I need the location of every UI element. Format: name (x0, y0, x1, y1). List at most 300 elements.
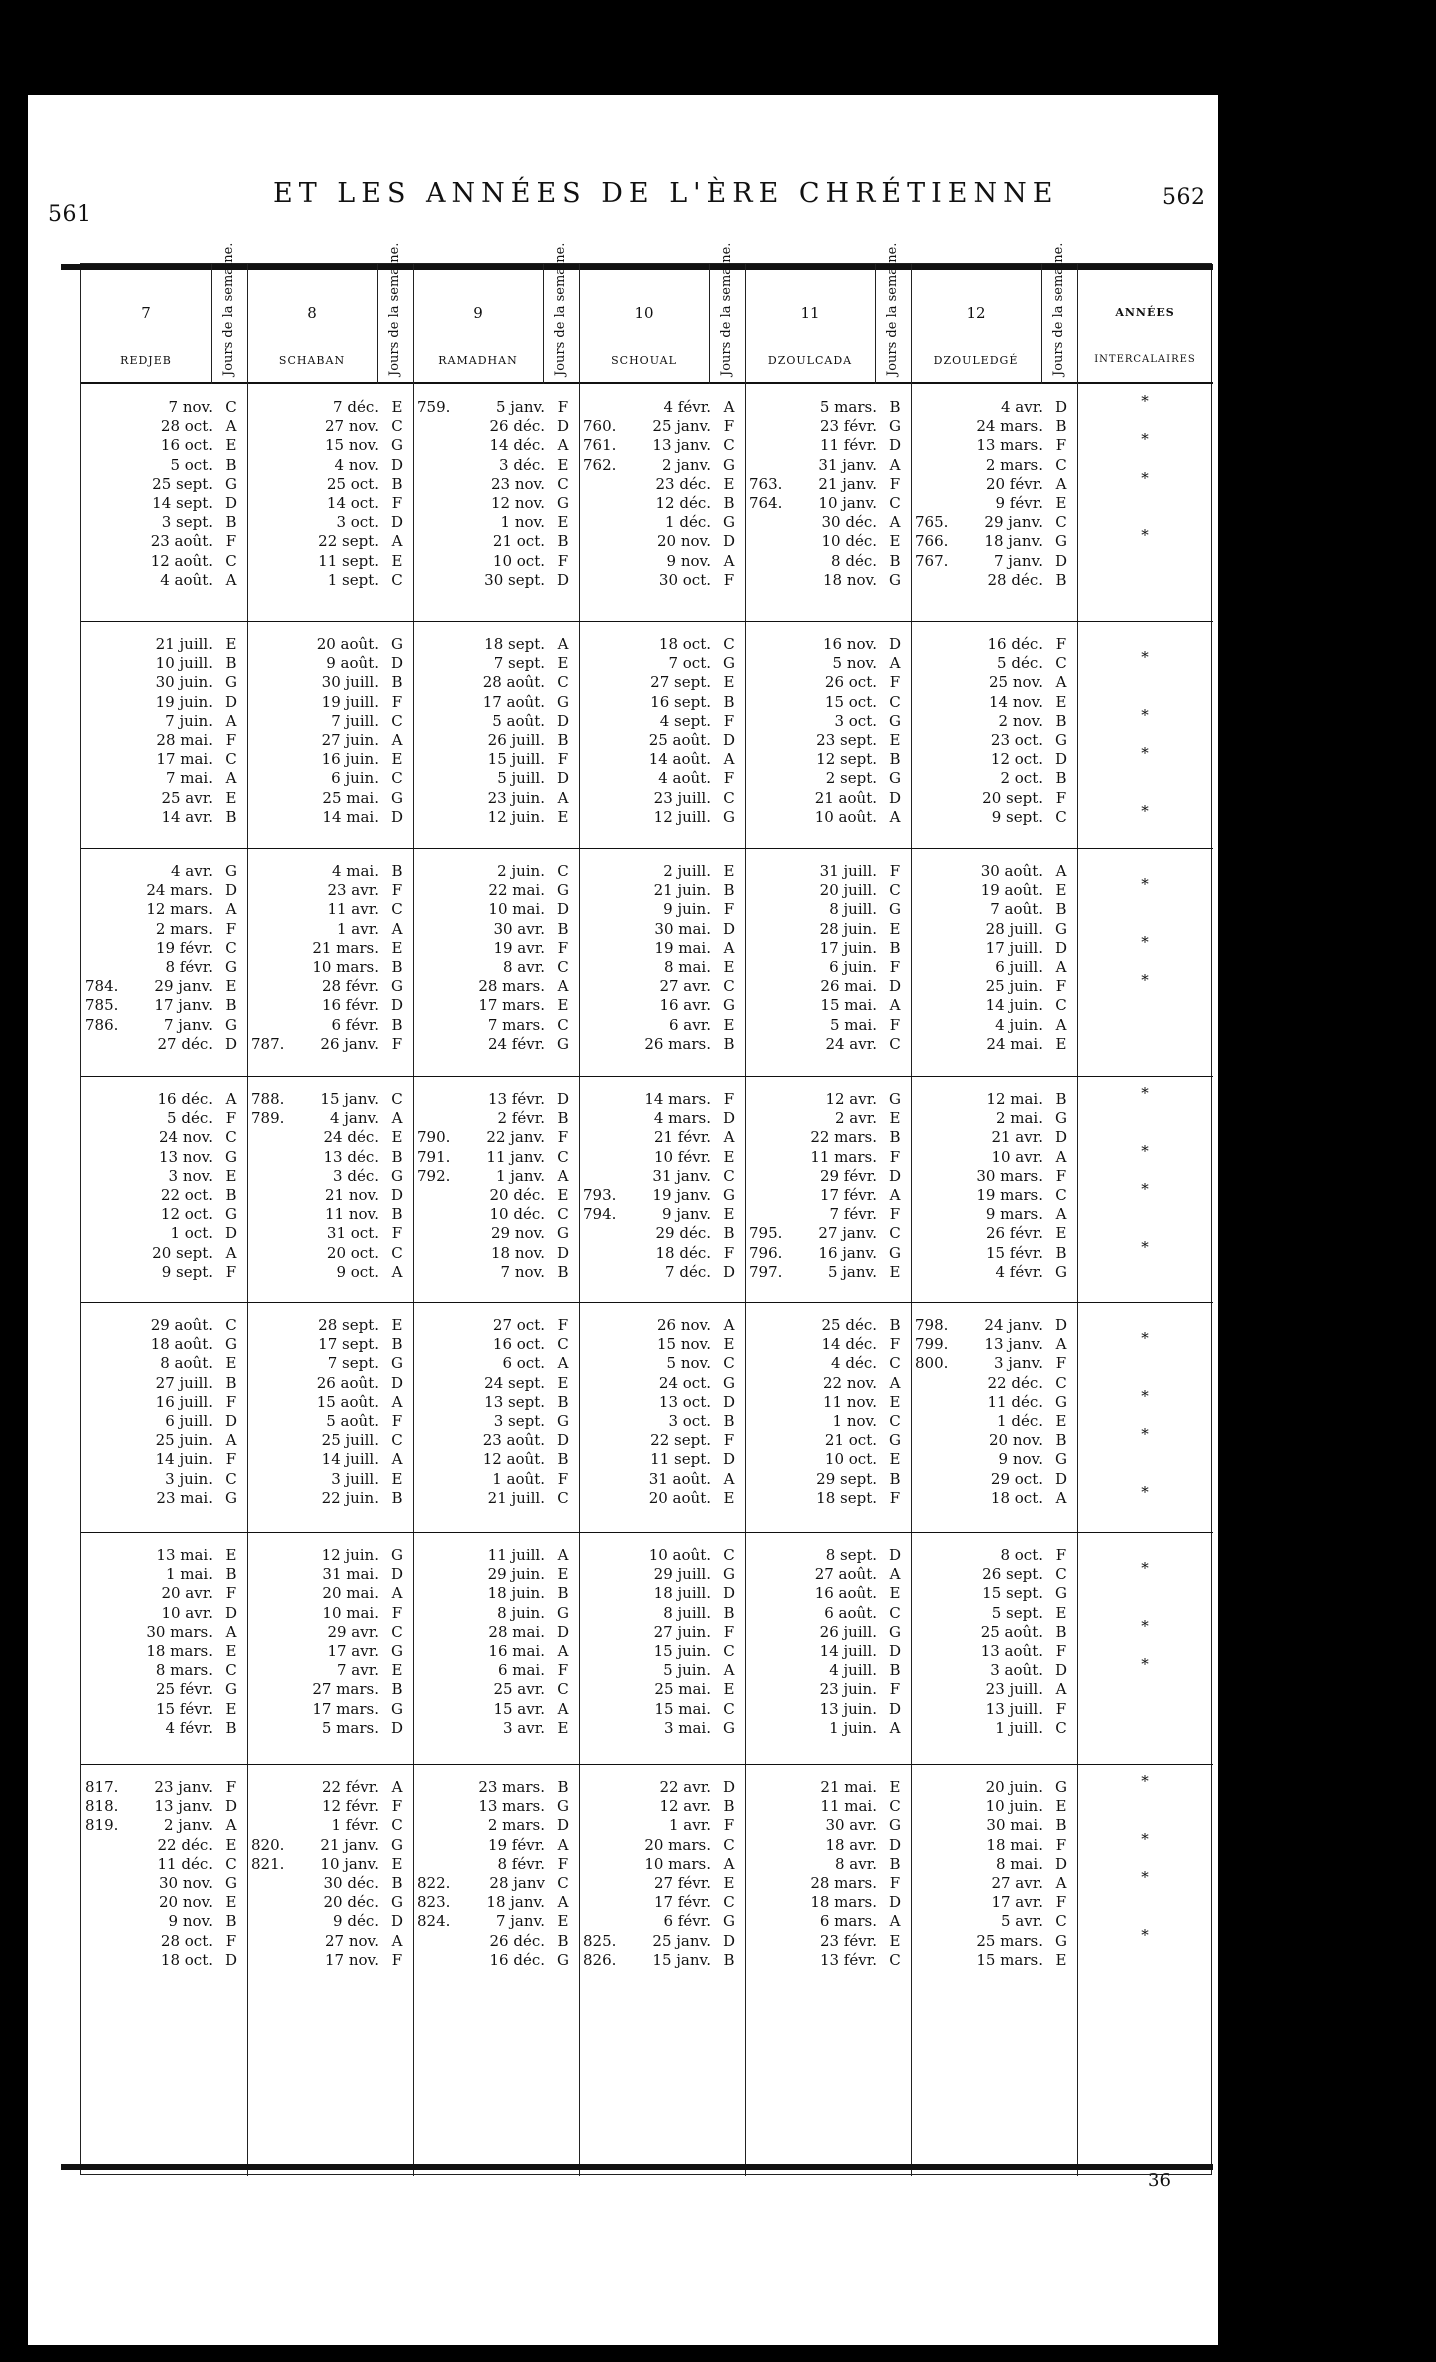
weekday-letter: D (224, 1603, 238, 1622)
date-cell (417, 1090, 575, 1108)
weekday-letter: E (889, 1450, 901, 1469)
weekday-letter: E (391, 1316, 403, 1334)
gregorian-date: 29 févr. (819, 1166, 877, 1185)
gregorian-date: 13 janv. (652, 436, 711, 455)
date-cell (85, 1186, 243, 1204)
weekday-letter: A (1055, 958, 1067, 976)
gregorian-date: 2 juin. (497, 862, 545, 880)
weekday-letter: A (391, 1109, 403, 1128)
date-cell (749, 789, 907, 807)
date-cell (583, 456, 741, 474)
date-cell (749, 1836, 907, 1854)
weekday-letter: A (225, 769, 237, 788)
weekday-letter: C (557, 1874, 569, 1892)
date-cell (749, 1893, 907, 1911)
gregorian-date: 23 nov. (490, 474, 545, 493)
month-number: 8 (307, 304, 317, 322)
weekday-letter: D (888, 1893, 902, 1912)
weekday-letter: E (557, 1912, 569, 1931)
weekday-letter: G (391, 436, 403, 455)
weekday-letter: A (1055, 474, 1067, 493)
weekday-letter: D (888, 436, 902, 455)
weekday-letter: C (557, 1680, 569, 1699)
date-cell (749, 1128, 907, 1146)
date-cell (251, 1604, 409, 1622)
weekday-letter: D (722, 1450, 736, 1469)
date-cell (417, 398, 575, 416)
date-cell (85, 1778, 243, 1796)
date-cell (417, 475, 575, 493)
date-cell (915, 1778, 1073, 1796)
gregorian-date: 1 déc. (997, 1412, 1043, 1430)
date-cell (251, 673, 409, 691)
date-cell (583, 881, 741, 899)
gregorian-date: 30 mai. (654, 919, 711, 938)
weekday-letter: D (556, 1816, 570, 1835)
gregorian-date: 5 mars. (819, 398, 877, 416)
weekday-letter: G (557, 1950, 569, 1969)
date-cell (583, 1874, 741, 1892)
month-name: SCHABAN (278, 354, 346, 367)
gregorian-date: 27 janv. (818, 1224, 877, 1243)
date-cell (251, 1148, 409, 1166)
date-cell (749, 654, 907, 672)
date-cell (915, 1374, 1073, 1392)
weekday-letter: D (224, 1950, 238, 1969)
date-cell (417, 1489, 575, 1507)
gregorian-date: 31 août. (648, 1469, 711, 1488)
date-cell (85, 731, 243, 749)
date-cell (915, 456, 1073, 474)
date-cell (251, 1584, 409, 1602)
weekday-letter: D (1054, 1128, 1068, 1147)
weekday-letter: F (889, 1015, 901, 1034)
date-cell (915, 1893, 1073, 1911)
date-cell (85, 1393, 243, 1411)
date-cell (915, 1719, 1073, 1737)
gregorian-date: 10 mars. (644, 1854, 711, 1873)
date-cell (583, 1797, 741, 1815)
date-cell (915, 920, 1073, 938)
date-cell (85, 1893, 243, 1911)
gregorian-date: 10 avr. (991, 1147, 1043, 1166)
gregorian-date: 21 juill. (155, 635, 213, 653)
date-cell (251, 436, 409, 454)
column-separator (413, 264, 414, 2176)
date-cell (583, 673, 741, 691)
date-cell (915, 1148, 1073, 1166)
gregorian-date: 22 sept. (650, 1431, 711, 1450)
weekday-letter: E (225, 635, 237, 653)
weekday-letter: G (391, 977, 403, 996)
gregorian-date: 3 janv. (993, 1354, 1043, 1373)
gregorian-date: 23 juill. (985, 1680, 1043, 1699)
gregorian-date: 28 juin. (819, 919, 877, 938)
date-cell (915, 1661, 1073, 1679)
hegira-year: 764. (749, 494, 783, 512)
weekday-letter: D (1054, 398, 1068, 416)
gregorian-date: 27 nov. (324, 1931, 379, 1950)
date-cell (251, 1855, 409, 1873)
date-cell (251, 1186, 409, 1204)
date-cell (749, 1680, 907, 1698)
gregorian-date: 18 mars. (146, 1642, 213, 1660)
gregorian-date: 12 juin. (321, 1546, 379, 1564)
weekday-letter: E (1055, 1797, 1067, 1816)
weekday-letter: E (723, 673, 735, 692)
gregorian-date: 5 juill. (497, 769, 545, 788)
weekday-letter: G (723, 1373, 735, 1392)
weekday-letter: E (723, 1488, 735, 1507)
date-cell (749, 1354, 907, 1372)
date-cell (915, 1335, 1073, 1353)
gregorian-date: 13 févr. (487, 1090, 545, 1108)
weekday-letter: G (723, 1718, 735, 1737)
column-separator (745, 264, 746, 2176)
gregorian-date: 11 nov. (822, 1392, 877, 1411)
gregorian-date: 20 nov. (656, 532, 711, 551)
gregorian-date: 17 mai. (156, 750, 213, 769)
date-cell (749, 532, 907, 550)
date-cell (85, 532, 243, 550)
weekday-letter: E (723, 1147, 735, 1166)
weekday-letter: F (391, 692, 403, 711)
hegira-year: 800. (915, 1354, 949, 1373)
gregorian-date: 29 déc. (655, 1224, 711, 1243)
date-cell (251, 1912, 409, 1930)
gregorian-date: 1 janv. (495, 1166, 545, 1185)
gregorian-date: 12 oct. (160, 1205, 213, 1224)
gregorian-date: 20 mars. (644, 1835, 711, 1854)
date-cell (417, 939, 575, 957)
date-cell (583, 1623, 741, 1641)
column-separator (579, 264, 580, 2176)
weekday-letter: G (889, 1816, 901, 1835)
gregorian-date: 4 avr. (170, 862, 213, 880)
gregorian-date: 8 mai. (995, 1854, 1043, 1873)
date-cell (251, 1700, 409, 1718)
weekday-letter: C (557, 862, 569, 880)
date-cell (749, 1778, 907, 1796)
date-cell (749, 1167, 907, 1185)
date-cell (417, 958, 575, 976)
weekday-letter: C (723, 1546, 735, 1564)
gregorian-date: 23 août. (150, 532, 213, 551)
date-cell (915, 1205, 1073, 1223)
date-cell (583, 1546, 741, 1564)
gregorian-date: 19 mai. (654, 938, 711, 957)
gregorian-date: 30 avr. (493, 919, 545, 938)
weekday-letter: F (225, 532, 237, 551)
weekday-letter: D (722, 919, 736, 938)
date-cell (251, 789, 409, 807)
weekday-letter: E (889, 1778, 901, 1796)
weekday-letter: A (391, 1584, 403, 1603)
date-cell (251, 654, 409, 672)
date-cell (583, 1412, 741, 1430)
date-cell (749, 769, 907, 787)
gregorian-date: 7 févr. (829, 1205, 877, 1224)
weekday-letter: C (889, 692, 901, 711)
date-cell (915, 1604, 1073, 1622)
gregorian-date: 10 févr. (653, 1147, 711, 1166)
gregorian-date: 21 nov. (324, 1186, 379, 1204)
weekday-letter: E (889, 919, 901, 938)
weekday-letter: A (557, 1354, 569, 1373)
gregorian-date: 14 nov. (988, 692, 1043, 711)
weekday-letter: A (391, 731, 403, 749)
gregorian-date: 18 nov. (490, 1243, 545, 1262)
weekday-letter: B (225, 996, 237, 1015)
intercalary-mark: * (1141, 1237, 1149, 1256)
weekday-letter: C (723, 788, 735, 807)
weekday-letter: G (225, 958, 237, 976)
date-cell (85, 1431, 243, 1449)
gregorian-date: 8 sept. (825, 1546, 877, 1564)
month-number: 7 (141, 304, 151, 322)
date-cell (85, 900, 243, 918)
date-cell (417, 1932, 575, 1950)
gregorian-date: 3 juin. (165, 1469, 213, 1488)
date-cell (251, 1932, 409, 1950)
gregorian-date: 16 févr. (321, 996, 379, 1015)
date-cell (583, 900, 741, 918)
date-cell (251, 456, 409, 474)
weekday-letter: A (723, 1469, 735, 1488)
gregorian-date: 14 mars. (644, 1090, 711, 1108)
date-cell (583, 1719, 741, 1737)
weekday-letter: F (723, 570, 735, 589)
gregorian-date: 11 sept. (318, 551, 379, 570)
gregorian-date: 6 mars. (819, 1912, 877, 1931)
intercalary-mark: * (1141, 1829, 1149, 1848)
weekday-letter: D (390, 1565, 404, 1584)
date-cell (583, 1680, 741, 1698)
gregorian-date: 2 janv. (661, 455, 711, 474)
gregorian-date: 3 oct. (336, 513, 379, 532)
weekday-letter: A (889, 1912, 901, 1931)
weekday-letter: C (889, 1412, 901, 1430)
gregorian-date: 28 janv (489, 1874, 545, 1892)
date-cell (251, 693, 409, 711)
date-cell (583, 808, 741, 826)
weekday-letter: B (391, 474, 403, 493)
gregorian-date: 12 déc. (655, 494, 711, 512)
gregorian-date: 1 avr. (668, 1816, 711, 1835)
gregorian-date: 24 déc. (323, 1128, 379, 1147)
weekday-letter: D (390, 455, 404, 474)
weekday-letter: B (723, 1603, 735, 1622)
gregorian-date: 1 déc. (665, 513, 711, 532)
weekday-letter: F (723, 417, 735, 436)
date-cell (417, 731, 575, 749)
gregorian-date: 6 oct. (502, 1354, 545, 1373)
date-cell (417, 1584, 575, 1602)
date-cell (749, 1912, 907, 1930)
weekday-letter: A (723, 938, 735, 957)
gregorian-date: 19 janv. (652, 1186, 711, 1204)
gregorian-date: 30 juill. (321, 673, 379, 692)
weekday-letter: G (391, 635, 403, 653)
weekday-letter: G (391, 1354, 403, 1373)
hegira-year: 789. (251, 1109, 285, 1128)
date-cell (749, 1797, 907, 1815)
gregorian-date: 28 oct. (160, 417, 213, 436)
date-cell (251, 494, 409, 512)
gregorian-date: 25 juin. (155, 1431, 213, 1450)
gregorian-date: 30 oct. (658, 570, 711, 589)
gregorian-date: 22 oct. (160, 1186, 213, 1204)
date-cell (85, 1167, 243, 1185)
day-subcolumn-separator (709, 264, 710, 384)
weekday-letter: E (723, 1015, 735, 1034)
date-cell (749, 900, 907, 918)
date-cell (915, 1642, 1073, 1660)
weekday-letter: B (557, 1778, 569, 1796)
gregorian-date: 31 janv. (818, 455, 877, 474)
hegira-year: 796. (749, 1243, 783, 1262)
weekday-letter: B (225, 807, 237, 826)
weekday-letter: B (723, 494, 735, 512)
weekday-letter: G (391, 1546, 403, 1564)
weekday-letter: C (889, 881, 901, 900)
date-cell (85, 750, 243, 768)
gregorian-date: 14 sept. (152, 494, 213, 512)
weekday-letter: F (225, 1392, 237, 1411)
date-cell (251, 1244, 409, 1262)
weekday-letter: A (723, 1128, 735, 1147)
gregorian-date: 27 juill. (155, 1373, 213, 1392)
hegira-year: 786. (85, 1015, 119, 1034)
gregorian-date: 30 mars. (976, 1166, 1043, 1185)
gregorian-date: 15 févr. (155, 1699, 213, 1718)
date-cell (583, 996, 741, 1014)
gregorian-date: 8 avr. (502, 958, 545, 976)
gregorian-date: 7 mai. (165, 769, 213, 788)
date-cell (915, 1470, 1073, 1488)
date-cell (583, 1584, 741, 1602)
gregorian-date: 30 avr. (825, 1816, 877, 1835)
date-cell (915, 731, 1073, 749)
date-cell (749, 673, 907, 691)
weekday-letter: C (1055, 513, 1067, 532)
date-cell (915, 977, 1073, 995)
hegira-year: 822. (417, 1874, 451, 1892)
gregorian-date: 7 mars. (487, 1015, 545, 1034)
date-cell (915, 1565, 1073, 1583)
gregorian-date: 9 déc. (333, 1912, 379, 1931)
date-cell (251, 881, 409, 899)
weekday-letter: A (889, 1373, 901, 1392)
gregorian-date: 29 janv. (984, 513, 1043, 532)
gregorian-date: 5 déc. (997, 654, 1043, 673)
gregorian-date: 19 juill. (321, 692, 379, 711)
gregorian-date: 18 déc. (655, 1243, 711, 1262)
gregorian-date: 29 sept. (816, 1469, 877, 1488)
hegira-year: 819. (85, 1816, 119, 1835)
weekday-letter: B (723, 692, 735, 711)
weekday-letter: E (391, 750, 403, 769)
gregorian-date: 3 oct. (668, 1412, 711, 1430)
date-cell (583, 475, 741, 493)
intercalary-mark: * (1141, 971, 1149, 990)
weekday-letter: E (889, 1262, 901, 1281)
gregorian-date: 18 sept. (816, 1488, 877, 1507)
gregorian-date: 22 nov. (822, 1373, 877, 1392)
date-cell (583, 862, 741, 880)
date-cell (251, 1335, 409, 1353)
gregorian-date: 6 avr. (668, 1015, 711, 1034)
gregorian-date: 5 août. (326, 1412, 379, 1430)
gregorian-date: 18 oct. (160, 1950, 213, 1969)
gregorian-date: 5 juin. (663, 1661, 711, 1680)
weekday-letter: D (1054, 1469, 1068, 1488)
gregorian-date: 21 août. (814, 788, 877, 807)
gregorian-date: 4 août. (658, 769, 711, 788)
weekday-letter: E (225, 1893, 237, 1912)
date-cell (749, 1642, 907, 1660)
weekday-letter: G (889, 1431, 901, 1450)
gregorian-date: 11 févr. (819, 436, 877, 455)
gregorian-date: 18 janv. (486, 1893, 545, 1912)
date-cell (583, 1932, 741, 1950)
weekday-letter: C (391, 1090, 403, 1108)
date-cell (417, 1604, 575, 1622)
weekday-letter: G (225, 1335, 237, 1354)
date-cell (251, 1412, 409, 1430)
gregorian-date: 7 oct. (668, 654, 711, 673)
weekday-letter: E (391, 938, 403, 957)
gregorian-date: 17 août. (482, 692, 545, 711)
gregorian-date: 7 janv. (495, 1912, 545, 1931)
gregorian-date: 24 sept. (484, 1373, 545, 1392)
date-cell (583, 1489, 741, 1507)
date-cell (417, 1680, 575, 1698)
gregorian-date: 4 juill. (829, 1661, 877, 1680)
gregorian-date: 25 nov. (988, 673, 1043, 692)
date-cell (417, 1186, 575, 1204)
gregorian-date: 21 janv. (320, 1835, 379, 1854)
weekday-letter: C (1055, 1186, 1067, 1204)
hegira-year: 784. (85, 977, 119, 996)
gregorian-date: 20 nov. (158, 1893, 213, 1912)
hegira-year: 824. (417, 1912, 451, 1931)
weekday-letter: G (1055, 1392, 1067, 1411)
weekday-letter: C (391, 417, 403, 436)
gregorian-date: 20 sept. (982, 788, 1043, 807)
date-cell (85, 436, 243, 454)
gregorian-date: 13 févr. (819, 1950, 877, 1969)
gregorian-date: 16 déc. (157, 1090, 213, 1108)
gregorian-date: 27 août. (814, 1565, 877, 1584)
gregorian-date: 16 avr. (659, 996, 711, 1015)
date-cell (749, 1263, 907, 1281)
weekday-letter: C (1055, 654, 1067, 673)
gregorian-date: 1 févr. (331, 1816, 379, 1835)
weekday-letter: G (723, 1912, 735, 1931)
date-cell (915, 996, 1073, 1014)
weekday-letter: E (557, 1565, 569, 1584)
date-cell (749, 1224, 907, 1242)
intercalary-mark: * (1141, 648, 1149, 667)
date-cell (417, 1836, 575, 1854)
date-cell (583, 712, 741, 730)
weekday-letter: E (225, 1835, 237, 1854)
date-cell (417, 1128, 575, 1146)
date-cell (749, 1335, 907, 1353)
gregorian-date: 13 juin. (819, 1699, 877, 1718)
date-cell (85, 1874, 243, 1892)
